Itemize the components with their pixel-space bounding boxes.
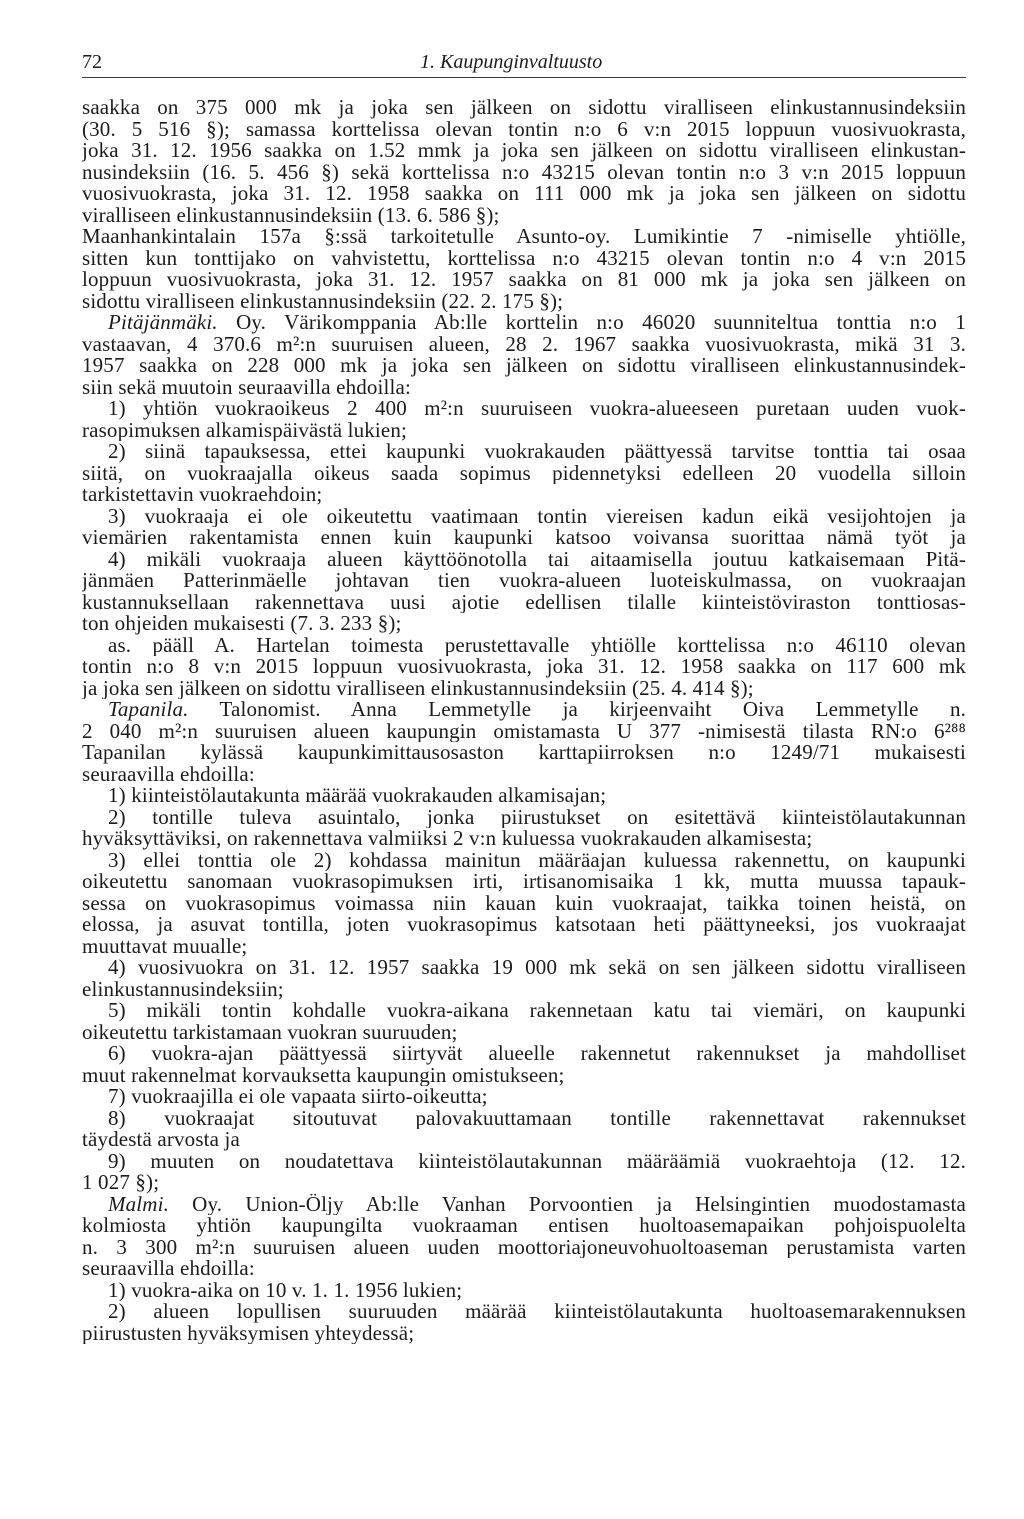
text-line: nusindeksiin (16. 5. 456 §) sekä korttelissa n:o 43215 olevan tontin n:o 3 v:n 2015 loppuun [82, 161, 966, 183]
text-line: elinkustannusindeksiin; [82, 978, 284, 1000]
text-line: siin sekä muutoin seuraavilla ehdoilla: [82, 376, 411, 398]
text-line: 2) tontille tuleva asuintalo, jonka piirustukset on esitettävä kiinteistölautakunnan [108, 806, 966, 828]
body-text [82, 97, 966, 1344]
text-line: vuosivuokrasta, joka 31. 12. 1958 saakka on 111 000 mk ja joka sen jälkeen on sidottu [82, 183, 966, 205]
text-line: 1957 saakka on 228 000 mk ja joka sen jälkeen on sidottu viralliseen elinkustannusindek- [82, 355, 966, 377]
header-rule [82, 77, 966, 78]
text-line: elossa, ja asuvat tontilla, joten vuokrasopimus katsotaan heti päättyneeksi, jos vuokraajat [82, 914, 966, 936]
paragraph [82, 635, 966, 700]
paragraph [82, 226, 966, 312]
text-line: 1) yhtiön vuokraoikeus 2 400 m²:n suuruiseen vuokra-alueeseen puretaan uuden vuok- [108, 398, 966, 420]
text-line: joka 31. 12. 1956 saakka on 1.52 mmk ja joka sen jälkeen on sidottu viralliseen elinkustan- [82, 140, 966, 162]
place-name: Malmi. [108, 1193, 169, 1215]
text-line: sidottu viralliseen elinkustannusindeksiin (22. 2. 175 §); [82, 290, 564, 312]
place-name: Pitäjänmäki. [108, 312, 218, 334]
text-line: vastaavan, 4 370.6 m²:n suuruisen alueen, 28 2. 1967 saakka vuosivuokrasta, mikä 31 3. [82, 333, 966, 355]
text-line: n. 3 300 m²:n suuruisen alueen uuden moottoriajoneuvohuoltoaseman perustamista varten [82, 1236, 966, 1258]
text-line: Tapanilan kylässä kaupunkimittausosaston karttapiirroksen n:o 1249/71 mukaisesti [82, 742, 966, 764]
text-line: 1) vuokra-aika on 10 v. 1. 1. 1956 lukien; [108, 1279, 463, 1301]
text-line: ja joka sen jälkeen on sidottu viralliseen elinkustannusindeksiin (25. 4. 414 §); [82, 677, 754, 699]
text-line: sessa on vuokrasopimus voimassa niin kauan kuin vuokraajat, taikka toinen heistä, on [82, 892, 966, 914]
text-line: saakka on 375 000 mk ja joka sen jälkeen on sidottu viralliseen elinkustannusindeksiin [82, 97, 966, 119]
page-number: 72 [82, 51, 102, 73]
text-line: hyväksyttäviksi, on rakennettava valmiiksi 2 v:n kuluessa vuokrakauden alkamisesta; [82, 828, 813, 850]
text-line: seuraavilla ehdoilla: [82, 763, 255, 785]
paragraph [82, 1194, 966, 1280]
paragraph [82, 785, 966, 807]
paragraph [82, 1086, 966, 1108]
text-line: 6) vuokra-ajan päättyessä siirtyvät alueelle rakennetut rakennukset ja mahdolliset [108, 1043, 966, 1065]
text-line: 2) alueen lopullisen suuruuden määrää kiinteistölautakunta huoltoasemarakennuksen [108, 1301, 966, 1323]
paragraph [82, 1151, 966, 1194]
text-line: oikeutettu tarkistamaan vuokran suuruuden; [82, 1021, 458, 1043]
text-line: rasopimuksen alkamispäivästä lukien; [82, 419, 407, 441]
text-line: oikeutettu sanomaan vuokrasopimuksen irti, irtisanomisaika 1 kk, mutta muussa tapauk- [82, 871, 966, 893]
text-line: ton ohjeiden mukaisesti (7. 3. 233 §); [82, 613, 402, 635]
text-run: Oy. Union-Öljy Ab:lle Vanhan Porvoontien ja Helsingintien muodostamasta [192, 1193, 966, 1215]
text-line: Maanhankintalain 157a §:ssä tarkoitetulle Asunto-oy. Lumikintie 7 -nimiselle yhtiölle, [82, 226, 966, 248]
text-line: kustannuksellaan rakennettava uusi ajotie edellisen tilalle kiinteistöviraston tonttiosas- [82, 591, 966, 613]
text-line: 1) kiinteistölautakunta määrää vuokrakauden alkamisajan; [108, 785, 607, 807]
text-line: 4) mikäli vuokraaja alueen käyttöönotolla tai aitaamisella joutuu katkaisemaan Pitä- [108, 548, 966, 570]
text-line: kolmiosta yhtiön kaupungilta vuokraaman entisen huoltoasemapaikan pohjoispuolelta [82, 1215, 966, 1237]
paragraph [82, 807, 966, 850]
paragraph [82, 398, 966, 441]
text-line: (30. 5 516 §); samassa korttelissa olevan tontin n:o 6 v:n 2015 loppuun vuosivuokrasta, [82, 118, 966, 140]
text-run: Talonomist. Anna Lemmetylle ja kirjeenvaiht Oiva Lemmetylle n. [219, 699, 966, 721]
text-line: muut rakennelmat korvauksetta kaupungin omistukseen; [82, 1064, 565, 1086]
text-line: 8) vuokraajat sitoutuvat palovakuuttamaan tontille rakennettavat rakennukset [108, 1107, 966, 1129]
text-line: 4) vuosivuokra on 31. 12. 1957 saakka 19 000 mk sekä on sen jälkeen sidottu viralliseen [108, 957, 966, 979]
text-line: viralliseen elinkustannusindeksiin (13. 6. 586 §); [82, 204, 500, 226]
running-title: 1. Kaupunginvaltuusto [420, 51, 603, 73]
text-line: sitten kun tonttijako on vahvistettu, korttelissa n:o 43215 olevan tontin n:o 4 v:n 2015 [82, 247, 966, 269]
paragraph [82, 957, 966, 1000]
paragraph [82, 1043, 966, 1086]
paragraph [82, 1301, 966, 1344]
paragraph [82, 1000, 966, 1043]
text-line: 5) mikäli tontin kohdalle vuokra-aikana rakennetaan katu tai viemäri, on kaupunki [108, 1000, 966, 1022]
text-line: 7) vuokraajilla ei ole vapaata siirto-oikeutta; [108, 1086, 488, 1108]
text-line: täydestä arvosta ja [82, 1129, 240, 1151]
paragraph [82, 549, 966, 635]
text-line: jänmäen Patterinmäelle johtavan tien vuokra-alueen luoteiskulmassa, on vuokraajan [82, 570, 966, 592]
paragraph [82, 1108, 966, 1151]
text-line: muuttavat muualle; [82, 935, 248, 957]
text-line: 9) muuten on noudatettava kiinteistölautakunnan määräämiä vuokraehtoja (12. 12. [108, 1150, 966, 1172]
paragraph [82, 97, 966, 226]
text-line: seuraavilla ehdoilla: [82, 1258, 255, 1280]
place-name: Tapanila. [108, 699, 189, 721]
text-line: tarkistettavin vuokraehdoin; [82, 484, 323, 506]
text-line: 3) vuokraaja ei ole oikeutettu vaatimaan tontin viereisen kadun eikä vesijohtojen ja [108, 505, 966, 527]
text-line [82, 1194, 966, 1216]
text-line: loppuun vuosivuokrasta, joka 31. 12. 1957 saakka on 81 000 mk ja joka sen jälkeen on [82, 269, 966, 291]
paragraph [82, 506, 966, 549]
text-line [82, 699, 966, 721]
text-line: tontin n:o 8 v:n 2015 loppuun vuosivuokrasta, joka 31. 12. 1958 saakka on 117 600 mk [82, 656, 966, 678]
text-line: 3) ellei tonttia ole 2) kohdassa mainitun määräajan kuluessa rakennettu, on kaupunki [108, 849, 966, 871]
text-line [82, 312, 966, 334]
text-line: piirustusten hyväksymisen yhteydessä; [82, 1322, 415, 1344]
text-line: 2 040 m²:n suuruisen alueen kaupungin omistamasta U 377 -nimisestä tilasta RN:o 6²⁸⁸ [82, 720, 966, 742]
paragraph [82, 312, 966, 398]
text-line: as. pääll A. Hartelan toimesta perustettavalle yhtiölle korttelissa n:o 46110 olevan [108, 634, 966, 656]
paragraph [82, 850, 966, 958]
paragraph [82, 441, 966, 506]
paragraph [82, 1280, 966, 1302]
text-line: siitä, on vuokraajalla oikeus saada sopimus pidennetyksi edelleen 20 vuodella silloin [82, 462, 966, 484]
paragraph [82, 699, 966, 785]
text-line: viemärien rakentamista ennen kuin kaupunki katsoo voivansa suorittaa nämä työt ja [82, 527, 966, 549]
text-line: 2) siinä tapauksessa, ettei kaupunki vuokrakauden päättyessä tarvitse tonttia tai osaa [108, 441, 966, 463]
text-line: 1 027 §); [82, 1172, 160, 1194]
text-run: Oy. Värikomppania Ab:lle korttelin n:o 46020 suunniteltua tonttia n:o 1 [236, 312, 966, 334]
